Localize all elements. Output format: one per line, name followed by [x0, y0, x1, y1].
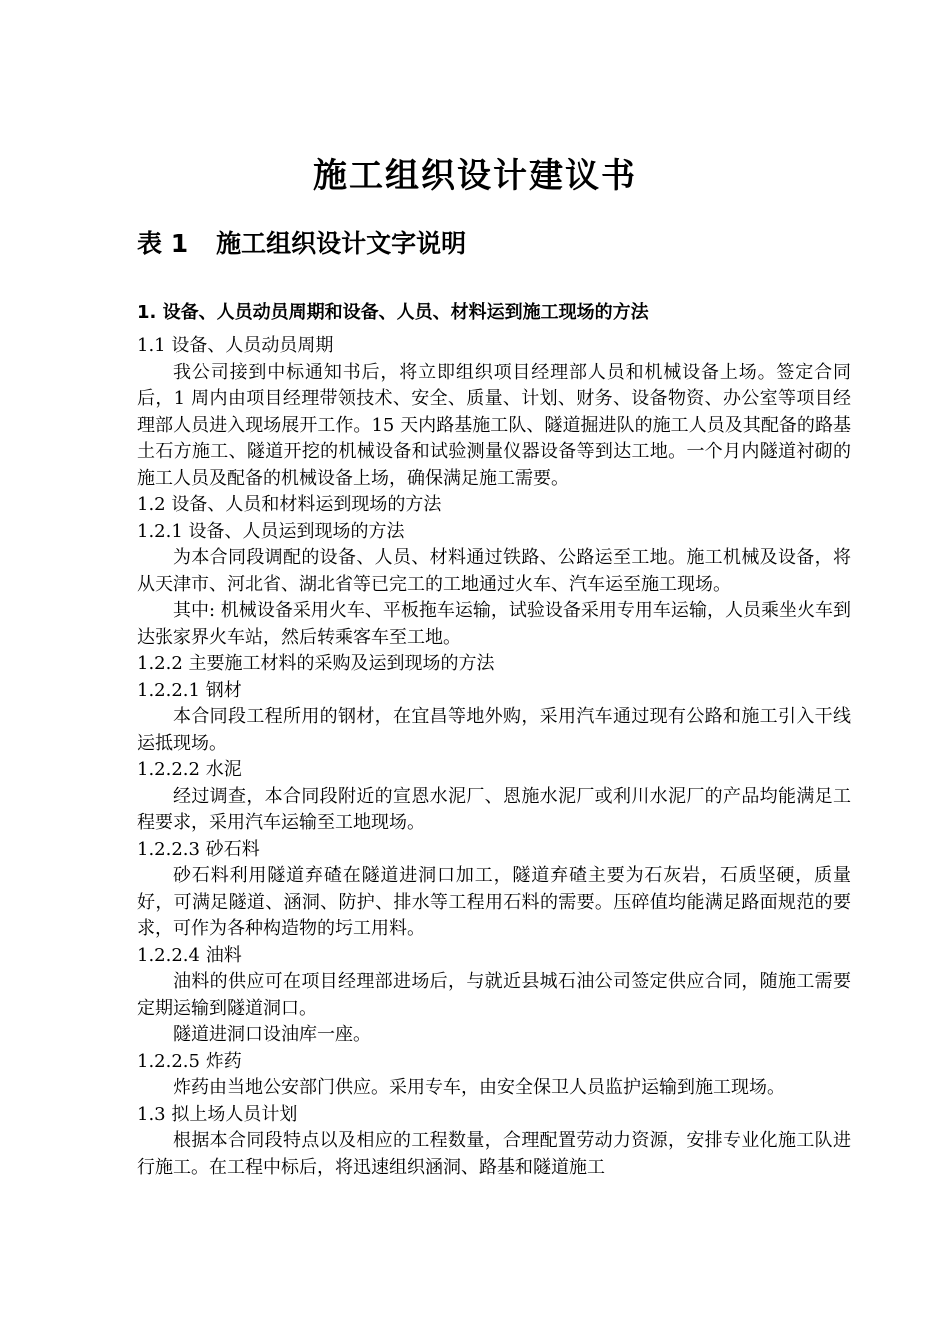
paragraph: 根据本合同段特点以及相应的工程数量，合理配置劳动力资源，安排专业化施工队进行施工。在工程中标后，将迅速组织涵洞、路基和隧道施工	[137, 1130, 851, 1178]
document-title: 施工组织设计建议书	[313, 156, 637, 196]
subsection-heading: 1.2.2.5 炸药	[137, 1050, 242, 1072]
paragraph: 其中: 机械设备采用火车、平板拖车运输，试验设备采用专用车运输，人员乘坐火车到达张家界火车站，然后转乘客车至工地。	[137, 600, 851, 648]
paragraph: 炸药由当地公安部门供应。采用专车，由安全保卫人员监护运输到施工现场。	[173, 1077, 785, 1098]
document-body	[137, 333, 851, 1181]
paragraph: 为本合同段调配的设备、人员、材料通过铁路、公路运至工地。施工机械及设备，将从天津市、河北省、湖北省等已完工的工地通过火车、汽车运至施工现场。	[137, 547, 851, 595]
subsection-heading: 1.2 设备、人员和材料运到现场的方法	[137, 494, 442, 515]
section-title: 1. 设备、人员动员周期和设备、人员、材料运到施工现场的方法	[137, 302, 649, 323]
paragraph: 经过调查，本合同段附近的宣恩水泥厂、恩施水泥厂或利川水泥厂的产品均能满足工程要求，采用汽车运输至工地现场。	[137, 785, 851, 833]
subsection-heading: 1.2.1 设备、人员运到现场的方法	[137, 520, 405, 542]
paragraph: 砂石料利用隧道弃碴在隧道进洞口加工，隧道弃碴主要为石灰岩，石质坚硬，质量好，可满足隧道、涵洞、防护、排水等工程用石料的需要。压碎值均能满足路面规范的要求，可作为各种构造物的圬工用料。	[137, 865, 851, 939]
paragraph: 油料的供应可在项目经理部进场后，与就近县城石油公司签定供应合同，随施工需要定期运输到隧道洞口。	[137, 971, 851, 1019]
subsection-heading: 1.3 拟上场人员计划	[137, 1103, 298, 1125]
paragraph: 我公司接到中标通知书后，将立即组织项目经理部人员和机械设备上场。签定合同后，1 周内由项目经理带领技术、安全、质量、计划、财务、设备物资、办公室等项目经理部人员进入现场展开工作。15 天内路基施工队、隧道掘进队的施工人员及其配备的路基土石方施工、隧道开挖的机械设备和试验测量仪器设备等到达工地。一个月内隧道衬砌的施工人员及配备的机械设备上场，确保满足施工需要。	[137, 361, 851, 489]
table-heading	[137, 224, 466, 260]
subsection-heading: 1.2.2.2 水泥	[137, 759, 242, 780]
paragraph: 隧道进洞口设油库一座。	[173, 1024, 371, 1045]
subsection-heading: 1.1 设备、人员动员周期	[137, 335, 334, 356]
subsection-heading: 1.2.2.1 钢材	[137, 679, 242, 701]
subsection-heading: 1.2.2 主要施工材料的采购及运到现场的方法	[137, 653, 495, 674]
subsection-heading: 1.2.2.4 油料	[137, 944, 242, 966]
subsection-heading: 1.2.2.3 砂石料	[137, 838, 260, 860]
table-title: 施工组织设计文字说明	[216, 229, 467, 258]
table-label: 表 1	[137, 229, 189, 258]
paragraph: 本合同段工程所用的钢材，在宜昌等地外购，采用汽车通过现有公路和施工引入干线运抵现场。	[137, 706, 851, 754]
